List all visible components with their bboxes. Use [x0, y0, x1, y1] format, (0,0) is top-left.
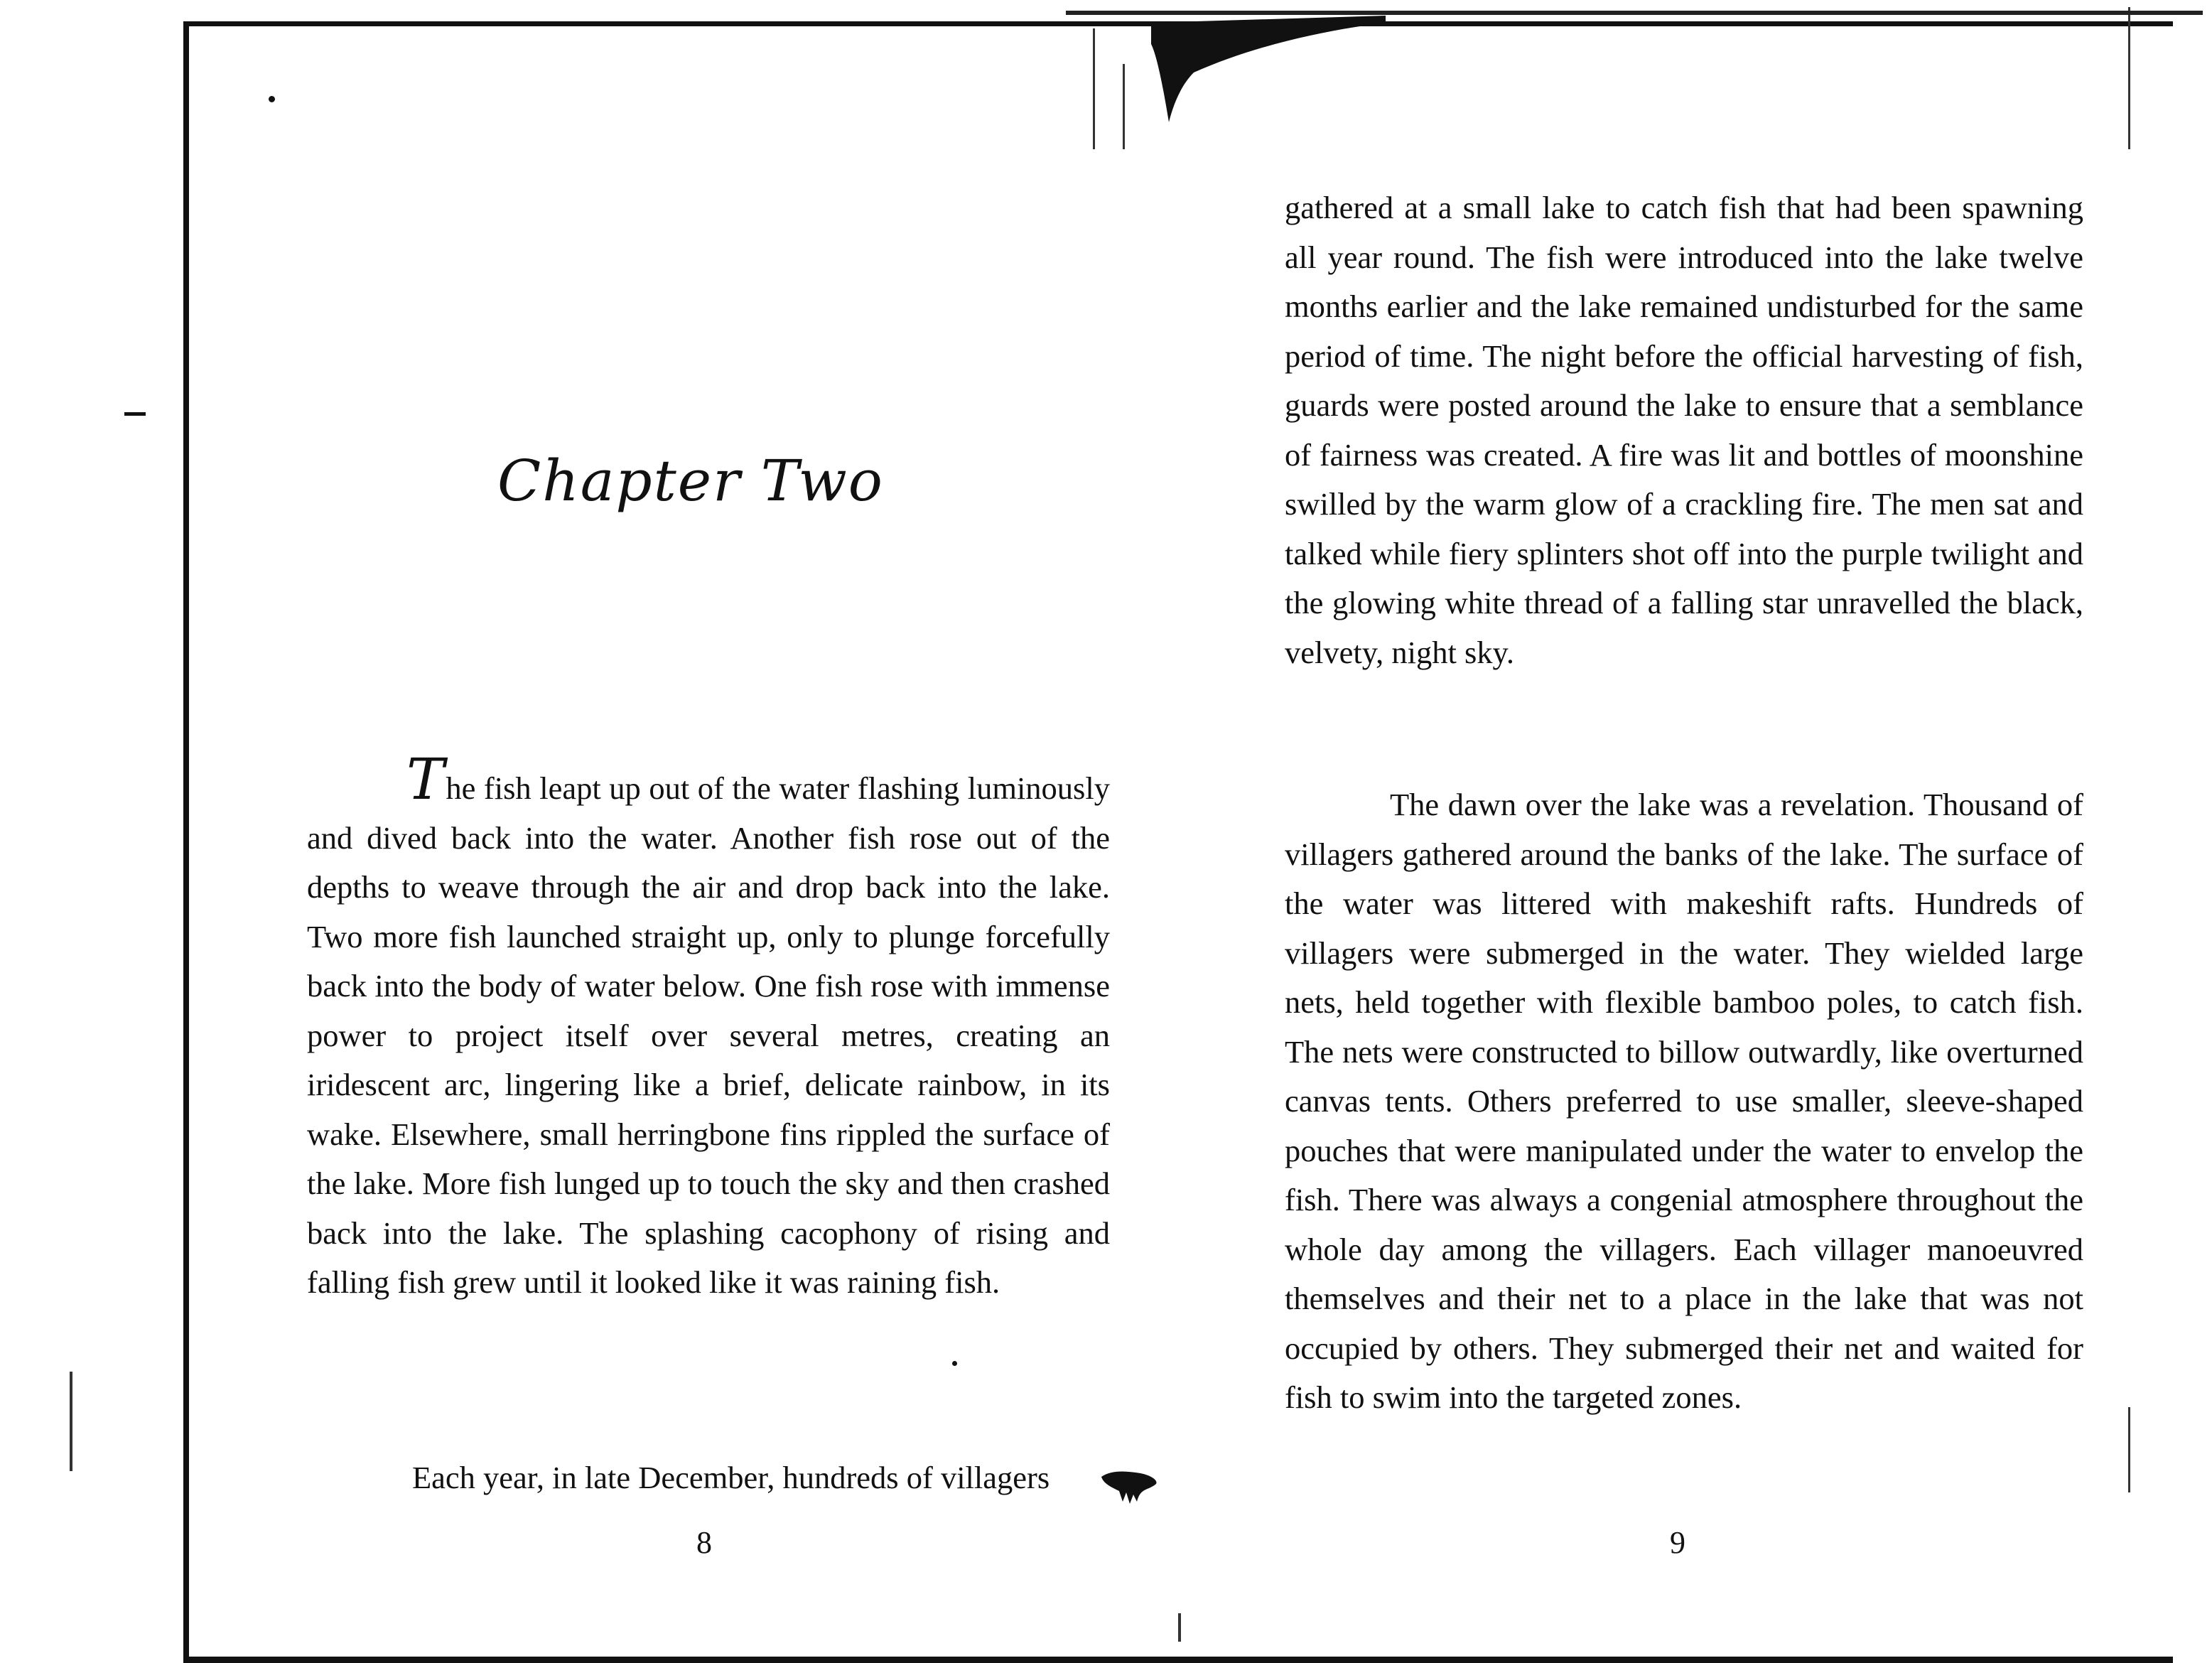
page-number: 8 — [696, 1525, 712, 1560]
paragraph-text: he fish leapt up out of the water flashing luminously and dived back into the water. Another fish rose out of the depths to weave through the air and drop back into the lake. Two more fish launched straight up, only to plunge forcefully back into the body of water below. One fish rose with immense power to project itself over several metres, creating an iridescent arc, lingering like a brief, delicate rainbow, in its wake. Elsewhere, small herringbone fins rippled the surface of the lake. More fish lunged up to touch the sky and then crashed back into the lake. The splashing cacophony of rising and falling fish grew until it looked like it was raining fish. — [307, 770, 1110, 1300]
paragraph: Each year, in late December, hundreds of villagers — [412, 1460, 1050, 1495]
paragraph: gathered at a small lake to catch fish that had been spawning all year round. The fish were introduced into the lake twelve months earlier and the lake remained undisturbed for the same period of time. The night before the official harvesting of fish, guards were posted around the lake to ensure that a semblance of fairness was created. A fire was lit and bottles of moonshine swilled by the warm glow of a crackling fire. The men sat and talked while fiery splinters shot off into the purple twilight and the glowing white thread of a falling star unravelled the black, velvety, night sky. — [1285, 190, 2083, 670]
page-number: 9 — [1670, 1525, 1685, 1560]
paragraph: The dawn over the lake was a revelation. Thousand of villagers gathered around the banks of the lake. The surface of the water was littered with makeshift rafts. Hundreds of villagers were submerged in the water. They wielded large nets, held together with flexible bamboo poles, to catch fish. The nets were constructed to billow outwardly, like overturned canvas tents. Others preferred to use smaller, sleeve-shaped pouches that were manipulated under the water to envelop the fish. There was always a congenial atmosphere throughout the whole day among the villagers. Each villager manoeuvred themselves and their net to a place in the lake that was not occupied by others. They submerged their net and waited for fish to swim into the targeted zones. — [1285, 787, 2083, 1415]
chapter-title: Chapter Two — [497, 448, 884, 514]
drop-cap: T — [406, 746, 445, 812]
